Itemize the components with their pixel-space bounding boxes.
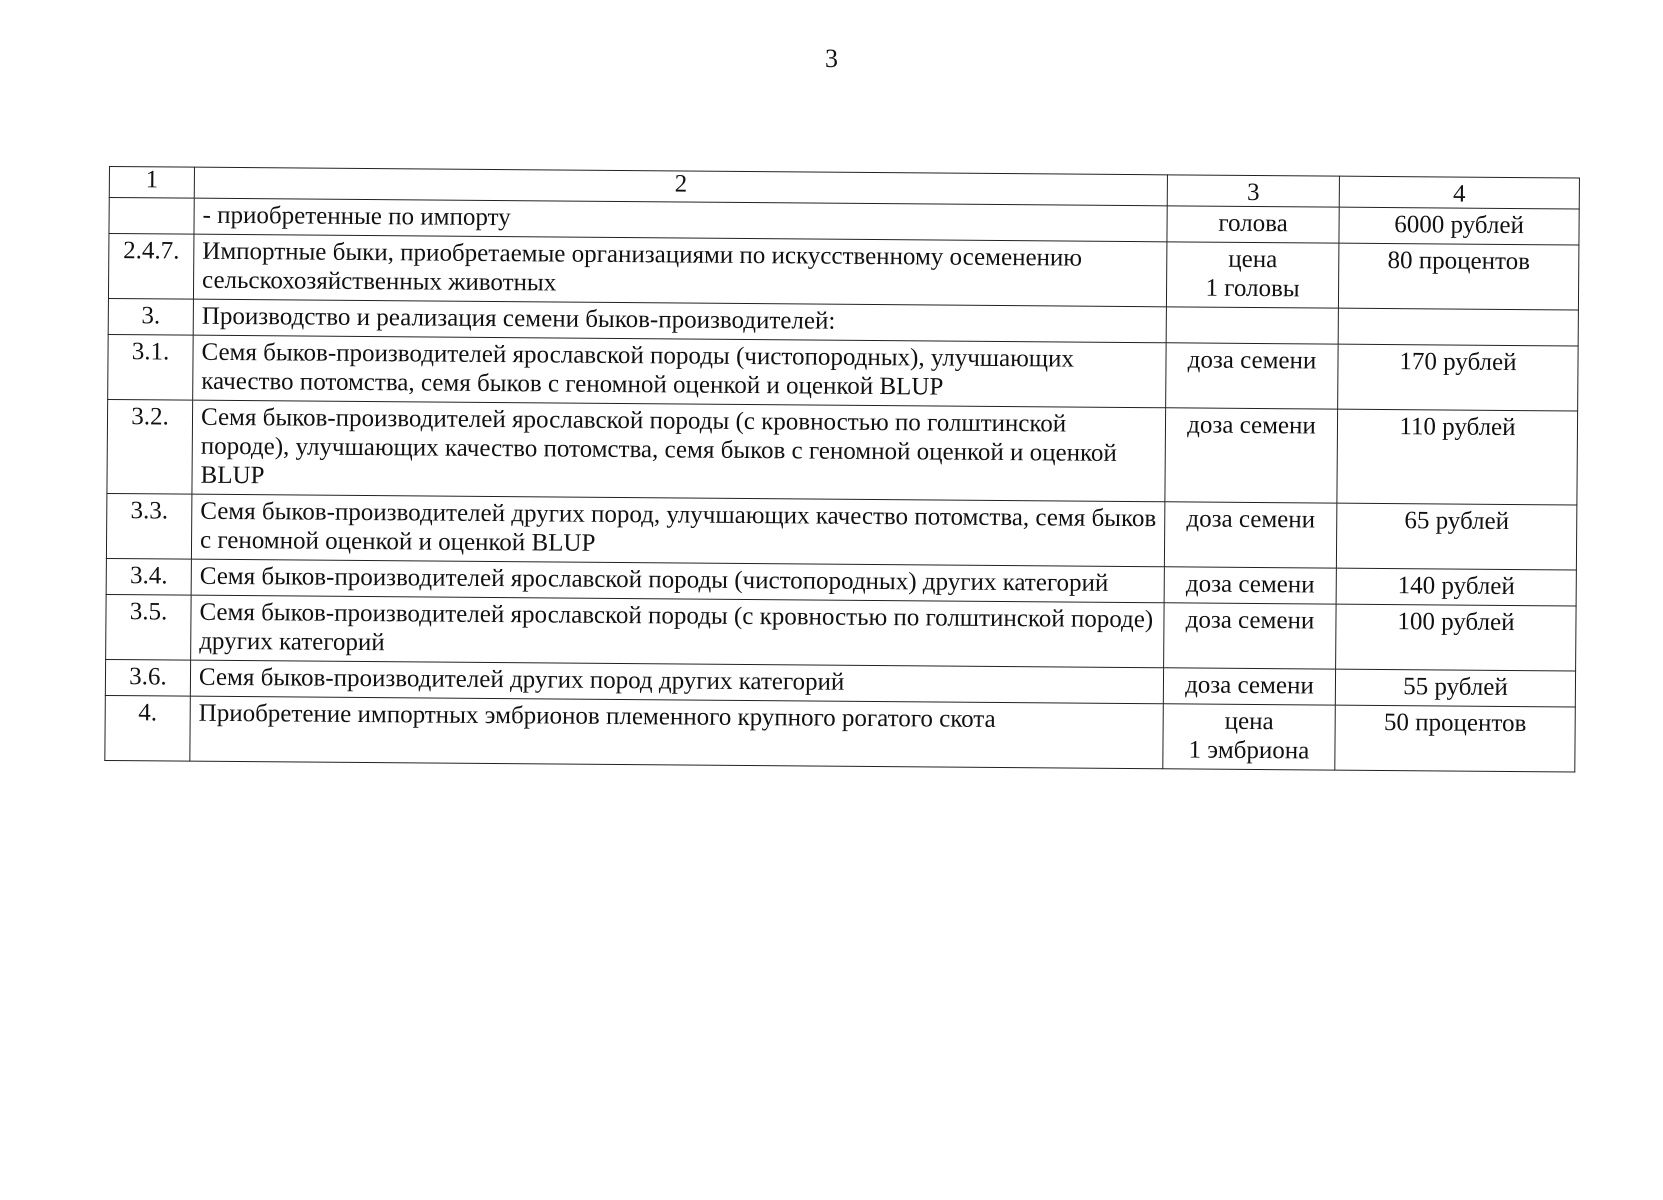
- row-value: 170 рублей: [1338, 344, 1579, 411]
- row-unit-line: доза семени: [1187, 346, 1317, 375]
- row-number: 4.: [105, 695, 191, 761]
- row-number: 3.4.: [106, 558, 191, 595]
- row-description: Производство и реализация семени быков-производителей:: [193, 299, 1166, 343]
- header-cell-2: 2: [194, 167, 1167, 206]
- row-value: 110 рублей: [1337, 409, 1578, 505]
- table-body: [105, 198, 1579, 773]
- row-unit-line: доза семени: [1185, 606, 1315, 635]
- row-unit-line: доза семени: [1186, 505, 1316, 534]
- row-unit: [1164, 502, 1337, 568]
- row-value: 65 рублей: [1336, 503, 1577, 570]
- row-unit-line: доза семени: [1187, 411, 1316, 440]
- row-description: Семя быков-производителей ярославской породы (с кровностью по голштинской породе), улучшающих качество потомства, семя быков с геномной оценкой и оценкой BLUP: [192, 400, 1166, 502]
- row-description: Импортные быки, приобретаемые организациями по искусственному осеменению сельскохозяйственных животных: [193, 234, 1166, 307]
- row-value: [1338, 308, 1578, 346]
- row-value: 140 рублей: [1336, 568, 1576, 606]
- row-unit-line: доза семени: [1185, 671, 1314, 700]
- row-unit-line: 1 головы: [1205, 274, 1300, 303]
- table-row: [106, 594, 1576, 671]
- table-row: [105, 695, 1575, 772]
- row-description: Семя быков-производителей других пород других категорий: [190, 660, 1163, 704]
- row-number: 3.3.: [106, 493, 192, 559]
- row-value: 55 рублей: [1335, 669, 1575, 707]
- row-description: Семя быков-производителей других пород, улучшающих качество потомства, семя быков с геномной оценкой и оценкой BLUP: [191, 494, 1164, 567]
- row-description: Семя быков-производителей ярославской породы (чистопородных) других категорий: [191, 559, 1164, 603]
- row-unit: [1163, 704, 1336, 770]
- row-unit-line: 1 эмбриона: [1188, 736, 1310, 765]
- rates-table: [104, 166, 1580, 773]
- row-value: 100 рублей: [1336, 604, 1577, 671]
- header-cell-3: 3: [1167, 175, 1339, 207]
- header-cell-4: 4: [1339, 176, 1579, 209]
- row-unit-line: [1175, 309, 1330, 310]
- row-unit-line: цена: [1228, 245, 1278, 274]
- row-number: [109, 198, 194, 235]
- row-unit: [1167, 206, 1339, 243]
- table-row: [107, 399, 1578, 505]
- row-value: 50 процентов: [1335, 705, 1576, 772]
- row-number: 3.1.: [108, 334, 194, 400]
- row-description: Приобретение импортных эмбрионов племенного крупного рогатого скота: [190, 696, 1163, 769]
- row-number: 3.6.: [105, 659, 190, 696]
- rates-table-container: [104, 166, 1579, 773]
- row-unit: [1164, 603, 1337, 669]
- row-unit: [1166, 307, 1338, 344]
- row-unit: [1163, 668, 1335, 705]
- row-value: 6000 рублей: [1339, 207, 1579, 245]
- table-row: [106, 493, 1576, 570]
- row-unit: [1165, 408, 1338, 503]
- row-number: 3.5.: [106, 594, 192, 660]
- row-unit-line: голова: [1218, 209, 1288, 238]
- row-unit: [1166, 242, 1339, 308]
- header-cell-1: 1: [109, 167, 194, 199]
- row-unit-line: доза семени: [1185, 570, 1315, 599]
- row-number: 3.2.: [107, 399, 193, 494]
- page-number: 3: [825, 44, 838, 73]
- row-description: Семя быков-производителей ярославской породы (с кровностью по голштинской породе) других категорий: [191, 595, 1164, 668]
- table-row: [108, 234, 1578, 311]
- table-row: [108, 334, 1578, 411]
- row-unit: [1164, 567, 1336, 604]
- row-number: 3.: [108, 298, 193, 335]
- row-unit-line: цена: [1224, 707, 1274, 736]
- row-value: 80 процентов: [1338, 243, 1579, 310]
- row-unit: [1166, 343, 1339, 409]
- row-description: - приобретенные по импорту: [194, 198, 1167, 242]
- row-number: 2.4.7.: [108, 234, 194, 300]
- row-description: Семя быков-производителей ярославской породы (чистопородных), улучшающих качество потомства, семя быков с геномной оценкой и оценкой BLUP: [193, 335, 1166, 408]
